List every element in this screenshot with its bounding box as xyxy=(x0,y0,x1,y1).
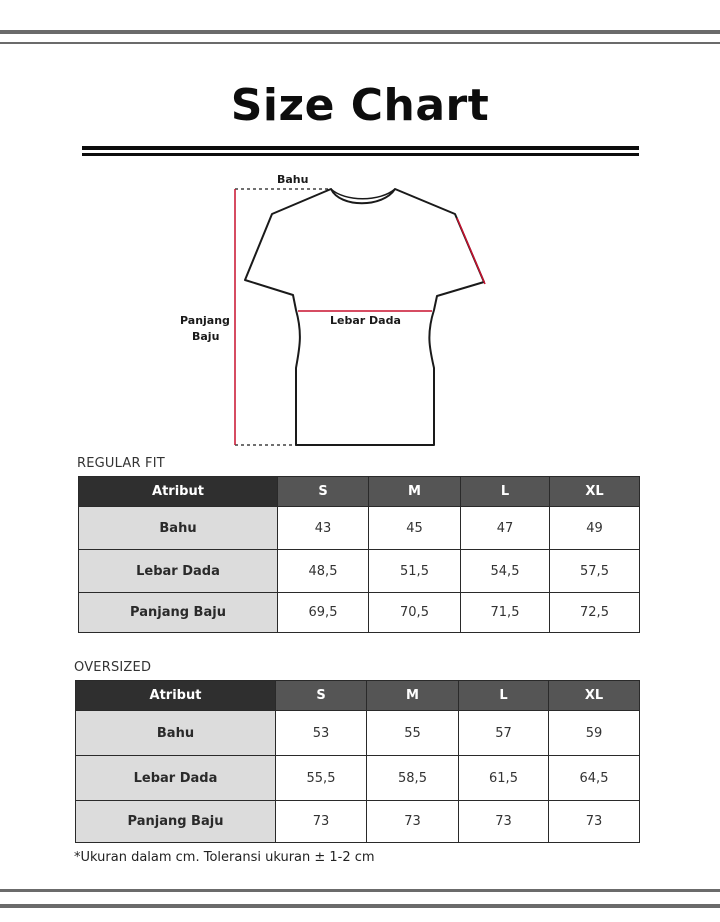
cell-value: 59 xyxy=(549,711,640,756)
oversized-label: OVERSIZED xyxy=(74,660,152,675)
table-header-row xyxy=(79,477,640,507)
panjang-label-line2: Baju xyxy=(192,330,220,343)
table-header-row xyxy=(76,681,640,711)
page-title: Size Chart xyxy=(230,80,490,131)
header-s: S xyxy=(278,477,369,507)
table-row xyxy=(76,711,640,756)
regular-fit-table xyxy=(78,476,640,633)
row-label: Panjang Baju xyxy=(76,801,276,843)
header-m: M xyxy=(367,681,459,711)
tshirt-diagram xyxy=(0,160,720,460)
header-atribut: Atribut xyxy=(76,681,276,711)
regular-fit-label: REGULAR FIT xyxy=(77,456,165,471)
sleeve-measure-line xyxy=(457,218,485,284)
cell-value: 58,5 xyxy=(367,756,459,801)
row-label: Lebar Dada xyxy=(79,550,278,593)
header-xl: XL xyxy=(550,477,640,507)
cell-value: 57 xyxy=(459,711,549,756)
cell-value: 61,5 xyxy=(459,756,549,801)
header-xl: XL xyxy=(549,681,640,711)
bahu-label: Bahu xyxy=(277,173,309,186)
header-l: L xyxy=(461,477,550,507)
panjang-label-line1: Panjang xyxy=(180,314,230,327)
cell-value: 57,5 xyxy=(550,550,640,593)
header-atribut: Atribut xyxy=(79,477,278,507)
cell-value: 51,5 xyxy=(369,550,461,593)
cell-value: 64,5 xyxy=(549,756,640,801)
size-tolerance-note: *Ukuran dalam cm. Toleransi ukuran ± 1-2 cm xyxy=(74,850,375,865)
cell-value: 49 xyxy=(550,507,640,550)
oversized-table xyxy=(75,680,640,843)
header-m: M xyxy=(369,477,461,507)
top-rule-1 xyxy=(0,30,720,34)
lebar-dada-label: Lebar Dada xyxy=(330,314,401,327)
cell-value: 43 xyxy=(278,507,369,550)
cell-value: 55 xyxy=(367,711,459,756)
row-label: Bahu xyxy=(79,507,278,550)
cell-value: 73 xyxy=(276,801,367,843)
row-label: Panjang Baju xyxy=(79,593,278,633)
row-label: Lebar Dada xyxy=(76,756,276,801)
cell-value: 47 xyxy=(461,507,550,550)
table-row xyxy=(76,801,640,843)
cell-value: 72,5 xyxy=(550,593,640,633)
top-rule-2 xyxy=(0,42,720,44)
cell-value: 48,5 xyxy=(278,550,369,593)
bottom-rule-2 xyxy=(0,904,720,908)
cell-value: 53 xyxy=(276,711,367,756)
cell-value: 55,5 xyxy=(276,756,367,801)
header-s: S xyxy=(276,681,367,711)
title-underline-thick xyxy=(82,146,639,150)
cell-value: 73 xyxy=(549,801,640,843)
bottom-rule-1 xyxy=(0,889,720,892)
cell-value: 69,5 xyxy=(278,593,369,633)
cell-value: 73 xyxy=(459,801,549,843)
table-row xyxy=(76,756,640,801)
tshirt-illustration xyxy=(0,160,720,460)
cell-value: 70,5 xyxy=(369,593,461,633)
cell-value: 71,5 xyxy=(461,593,550,633)
title-underline-thin xyxy=(82,153,639,156)
cell-value: 45 xyxy=(369,507,461,550)
table-row xyxy=(79,593,640,633)
cell-value: 54,5 xyxy=(461,550,550,593)
cell-value: 73 xyxy=(367,801,459,843)
row-label: Bahu xyxy=(76,711,276,756)
table-row xyxy=(79,550,640,593)
header-l: L xyxy=(459,681,549,711)
table-row xyxy=(79,507,640,550)
